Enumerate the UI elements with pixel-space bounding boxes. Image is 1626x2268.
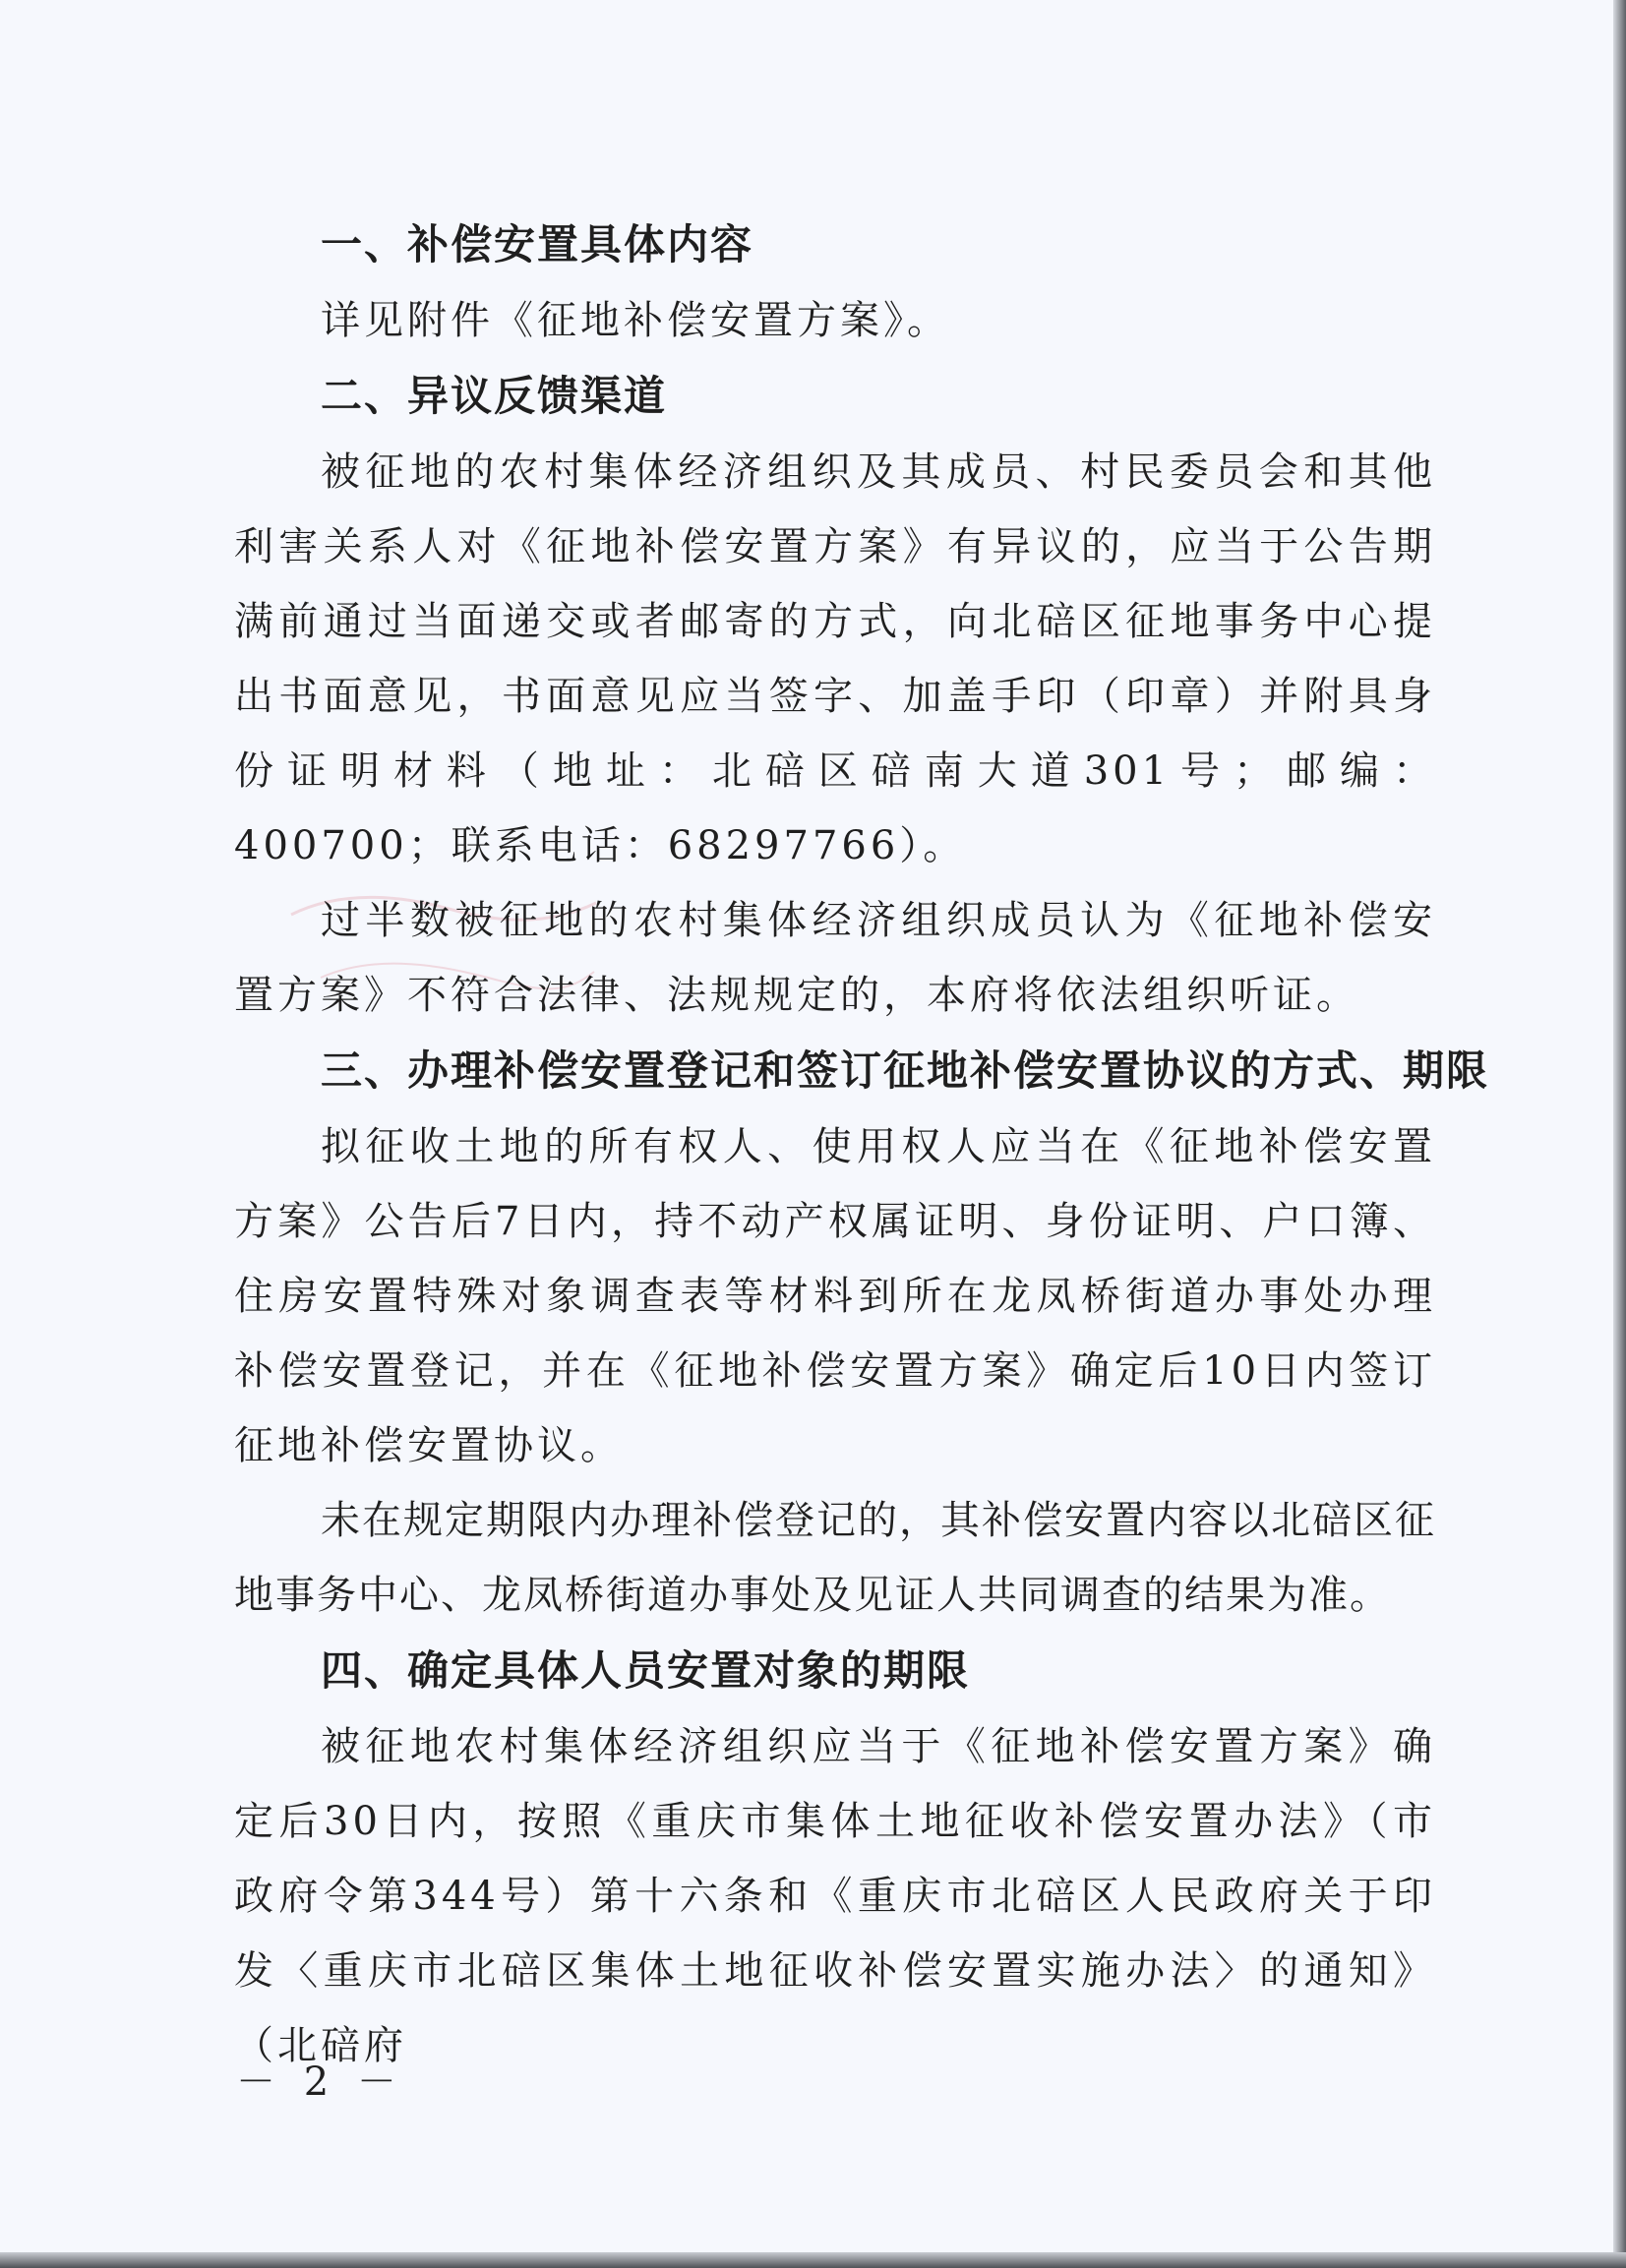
section-2-paragraph-1: 被征地的农村集体经济组织及其成员、村民委员会和其他利害关系人对《征地补偿安置方案》有异议的，应当于公告期满前通过当面递交或者邮寄的方式，向北碚区征地事务中心提出书面意见，书面意见应当签字、加盖手印（印章）并附具身份证明材料（地址：北碚区碚南大道301号；邮编：400700；联系电话：68297766）。 [234,449,1436,868]
scan-bottom-edge-shadow [0,2252,1626,2268]
section-1-heading: 一、补偿安置具体内容 [321,220,754,269]
scan-right-edge-shadow [1613,0,1626,2268]
section-1-paragraph: 详见附件《征地补偿安置方案》。 [321,298,950,343]
section-3-paragraph-1: 拟征收土地的所有权人、使用权人应当在《征地补偿安置方案》公告后7日内，持不动产权属证明、身份证明、户口簿、住房安置特殊对象调查表等材料到所在龙凤桥街道办事处办理补偿安置登记，并在《征地补偿安置方案》确定后10日内签订征地补偿安置协议。 [234,1124,1436,1468]
section-4-paragraph: 被征地农村集体经济组织应当于《征地补偿安置方案》确定后30日内，按照《重庆市集体土地征收补偿安置办法》（市政府令第344号）第十六条和《重庆市北碚区人民政府关于印发〈重庆市北碚区集体土地征收补偿安置实施办法〉的通知》（北碚府 [234,1724,1436,2068]
section-4-heading: 四、确定具体人员安置对象的期限 [321,1646,971,1695]
section-2-paragraph-2: 过半数被征地的农村集体经济组织成员认为《征地补偿安置方案》不符合法律、法规规定的，本府将依法组织听证。 [234,898,1436,1018]
section-3-paragraph-2: 未在规定期限内办理补偿登记的，其补偿安置内容以北碚区征地事务中心、龙凤桥街道办事处及见证人共同调查的结果为准。 [234,1498,1436,1618]
document-body [234,207,1490,2083]
page-number: － 2 － [236,2059,404,2105]
section-2-heading: 二、异议反馈渠道 [321,372,668,420]
section-3-heading: 三、办理补偿安置登记和签订征地补偿安置协议的方式、期限 [321,1046,1490,1095]
